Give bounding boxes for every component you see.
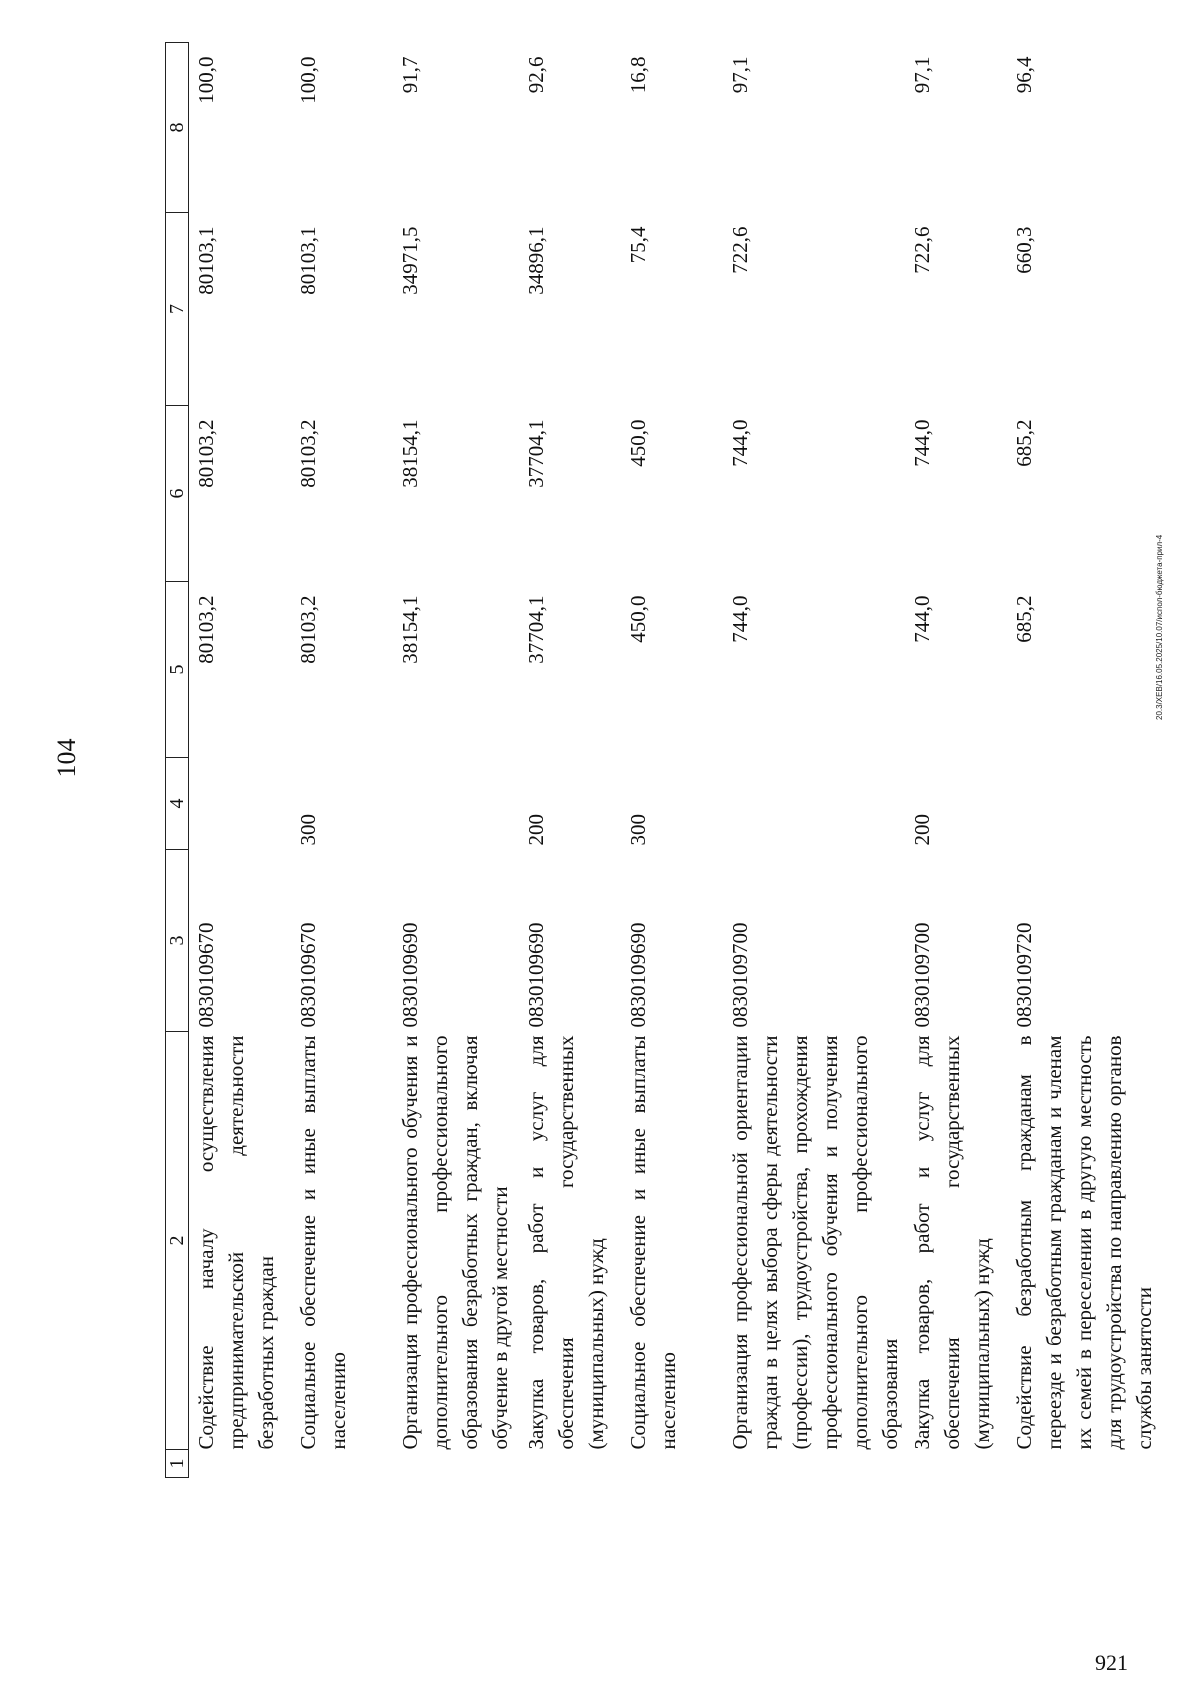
row-col6-value: 744,0 [910,419,934,467]
row-csr-code: 0830109670 [296,922,320,1028]
row-col6-value: 685,2 [1012,419,1036,467]
row-col5-value: 80103,2 [194,595,218,664]
row-col6-value: 80103,2 [296,419,320,488]
column-header: 8 [166,43,189,213]
row-col8-value: 92,6 [524,56,548,94]
rotated-page [52,38,1156,1478]
row-vr-code: 300 [296,814,320,846]
column-header: 5 [166,582,189,758]
column-header: 6 [166,406,189,582]
row-csr-code: 0830109720 [1012,922,1036,1028]
row-csr-code: 0830109690 [398,922,422,1028]
row-col5-value: 37704,1 [524,595,548,664]
table-row [723,43,905,1478]
column-header: 3 [166,850,189,1032]
row-number-cell [393,1450,519,1478]
row-name: Содействие безработным гражданам в переезде и безработным гражданам и членам их семей в переселении в другую местность для трудоустройства по направлению органов службы занятости [1012,1035,1156,1450]
row-name: Социальное обеспечение и иные выплаты населению [296,1035,350,1450]
row-vr-code: 200 [524,814,548,846]
table-row [1007,43,1167,1478]
row-csr-code: 0830109700 [728,922,752,1028]
table-row [519,43,621,1478]
row-col6-value: 450,0 [626,419,650,467]
row-col8-value: 16,8 [626,56,650,94]
table-header-row [166,43,189,1478]
row-col6-value: 80103,2 [194,419,218,488]
table-row [621,43,723,1478]
row-vr-code: 200 [910,814,934,846]
column-header: 7 [166,213,189,406]
row-col5-value: 685,2 [1012,595,1036,643]
row-vr-code [1007,758,1167,850]
row-col5-value: 450,0 [626,595,650,643]
row-number-cell [905,1450,1007,1478]
row-vr-code: 300 [626,814,650,846]
row-col6-value: 744,0 [728,419,752,467]
sheet-number: 921 [1095,1650,1128,1675]
row-number-cell [1007,1450,1167,1478]
row-col7-value: 34896,1 [524,226,548,295]
column-header: 1 [166,1450,189,1478]
row-col8-value: 100,0 [296,56,320,104]
row-col7-value: 722,6 [910,226,934,274]
page-number: 104 [52,738,81,778]
table-row [905,43,1007,1478]
row-col7-value: 75,4 [626,226,650,264]
row-vr-code [189,758,292,850]
document-footer-code: 20.3/XEB/16.05.2025/10.07/испол-бюджета-прил-4 [1155,534,1164,720]
table-row [291,43,393,1478]
row-number-cell [291,1450,393,1478]
table-row [189,43,292,1478]
row-number-cell [189,1450,292,1478]
row-csr-code: 0830109700 [910,922,934,1028]
row-csr-code: 0830109690 [524,922,548,1028]
budget-table [165,42,1167,1478]
row-csr-code: 0830109690 [626,922,650,1028]
row-col8-value: 96,4 [1012,56,1036,94]
row-name: Закупка товаров, работ и услуг для обеспечения государственных (муниципальных) нужд [524,1035,608,1450]
row-name: Содействие началу осуществления предпринимательской деятельности безработных граждан [194,1035,278,1450]
row-vr-code [393,758,519,850]
row-col7-value: 80103,1 [296,226,320,295]
column-header: 4 [166,758,189,850]
row-col7-value: 34971,5 [398,226,422,295]
row-col5-value: 80103,2 [296,595,320,664]
table-row [393,43,519,1478]
row-vr-code [723,758,905,850]
row-number-cell [723,1450,905,1478]
row-name: Организация профессионального обучения и дополнительного профессионального образования безработных граждан, включая обучение в другой местности [398,1035,512,1450]
row-name: Социальное обеспечение и иные выплаты населению [626,1035,680,1450]
row-col6-value: 37704,1 [524,419,548,488]
row-col8-value: 97,1 [728,56,752,94]
row-number-cell [519,1450,621,1478]
row-col7-value: 80103,1 [194,226,218,295]
row-col5-value: 38154,1 [398,595,422,664]
row-csr-code: 0830109670 [194,922,218,1028]
row-col8-value: 91,7 [398,56,422,94]
row-col5-value: 744,0 [728,595,752,643]
row-col7-value: 660,3 [1012,226,1036,274]
row-col7-value: 722,6 [728,226,752,274]
row-col5-value: 744,0 [910,595,934,643]
column-header: 2 [166,1032,189,1450]
row-col8-value: 100,0 [194,56,218,104]
row-number-cell [621,1450,723,1478]
row-col6-value: 38154,1 [398,419,422,488]
row-name: Закупка товаров, работ и услуг для обеспечения государственных (муниципальных) нужд [910,1035,994,1450]
row-name: Организация профессиональной ориентации граждан в целях выбора сферы деятельности (профессии), трудоустройства, прохождения профессионального обучения и получения дополнительного профессионального образования [728,1035,902,1450]
row-col8-value: 97,1 [910,56,934,94]
